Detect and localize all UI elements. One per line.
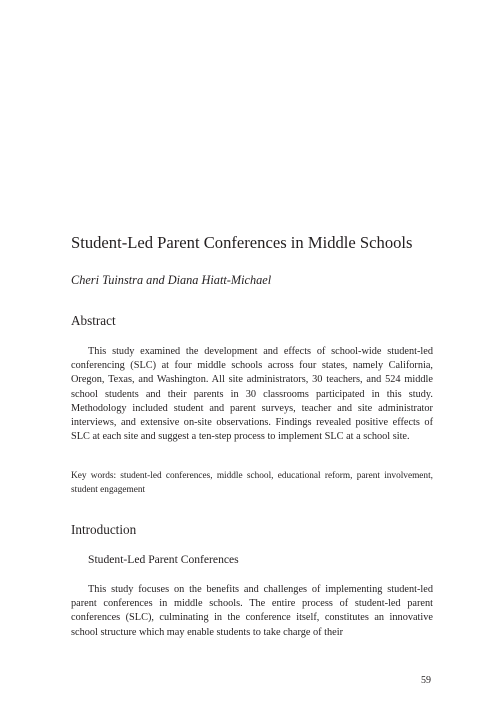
introduction-subheading: Student-Led Parent Conferences (88, 553, 239, 566)
page-number: 59 (421, 675, 431, 686)
article-title: Student-Led Parent Conferences in Middle Schools (71, 233, 413, 252)
abstract-paragraph: This study examined the development and effects of school-wide student-led conferencing (SLC) at four middle schools across four states, namely California, Oregon, Texas, and Washington. All site administrators, 30 teachers, and 524 middle school students and their parents in 30 classrooms participated in this study. Methodology included student and parent surveys, teacher and site administrator interviews, and extensive on-site observations. Findings revealed positive effects of SLC at each site and suggest a ten-step process to implement SLC at a school site. (71, 346, 433, 443)
introduction-paragraph: This study focuses on the benefits and challenges of implementing student-led parent conferences in middle schools. The entire process of student-led parent conferences (SLC), culminating in the conference itself, constitutes an innovative school structure which may enable students to take charge of their (71, 584, 433, 638)
article-authors: Cheri Tuinstra and Diana Hiatt-Michael (71, 273, 272, 287)
abstract-heading: Abstract (71, 313, 116, 328)
keywords-line: Key words: student-led conferences, middle school, educational reform, parent involvement, student engagement (71, 471, 433, 495)
introduction-heading: Introduction (71, 522, 137, 537)
